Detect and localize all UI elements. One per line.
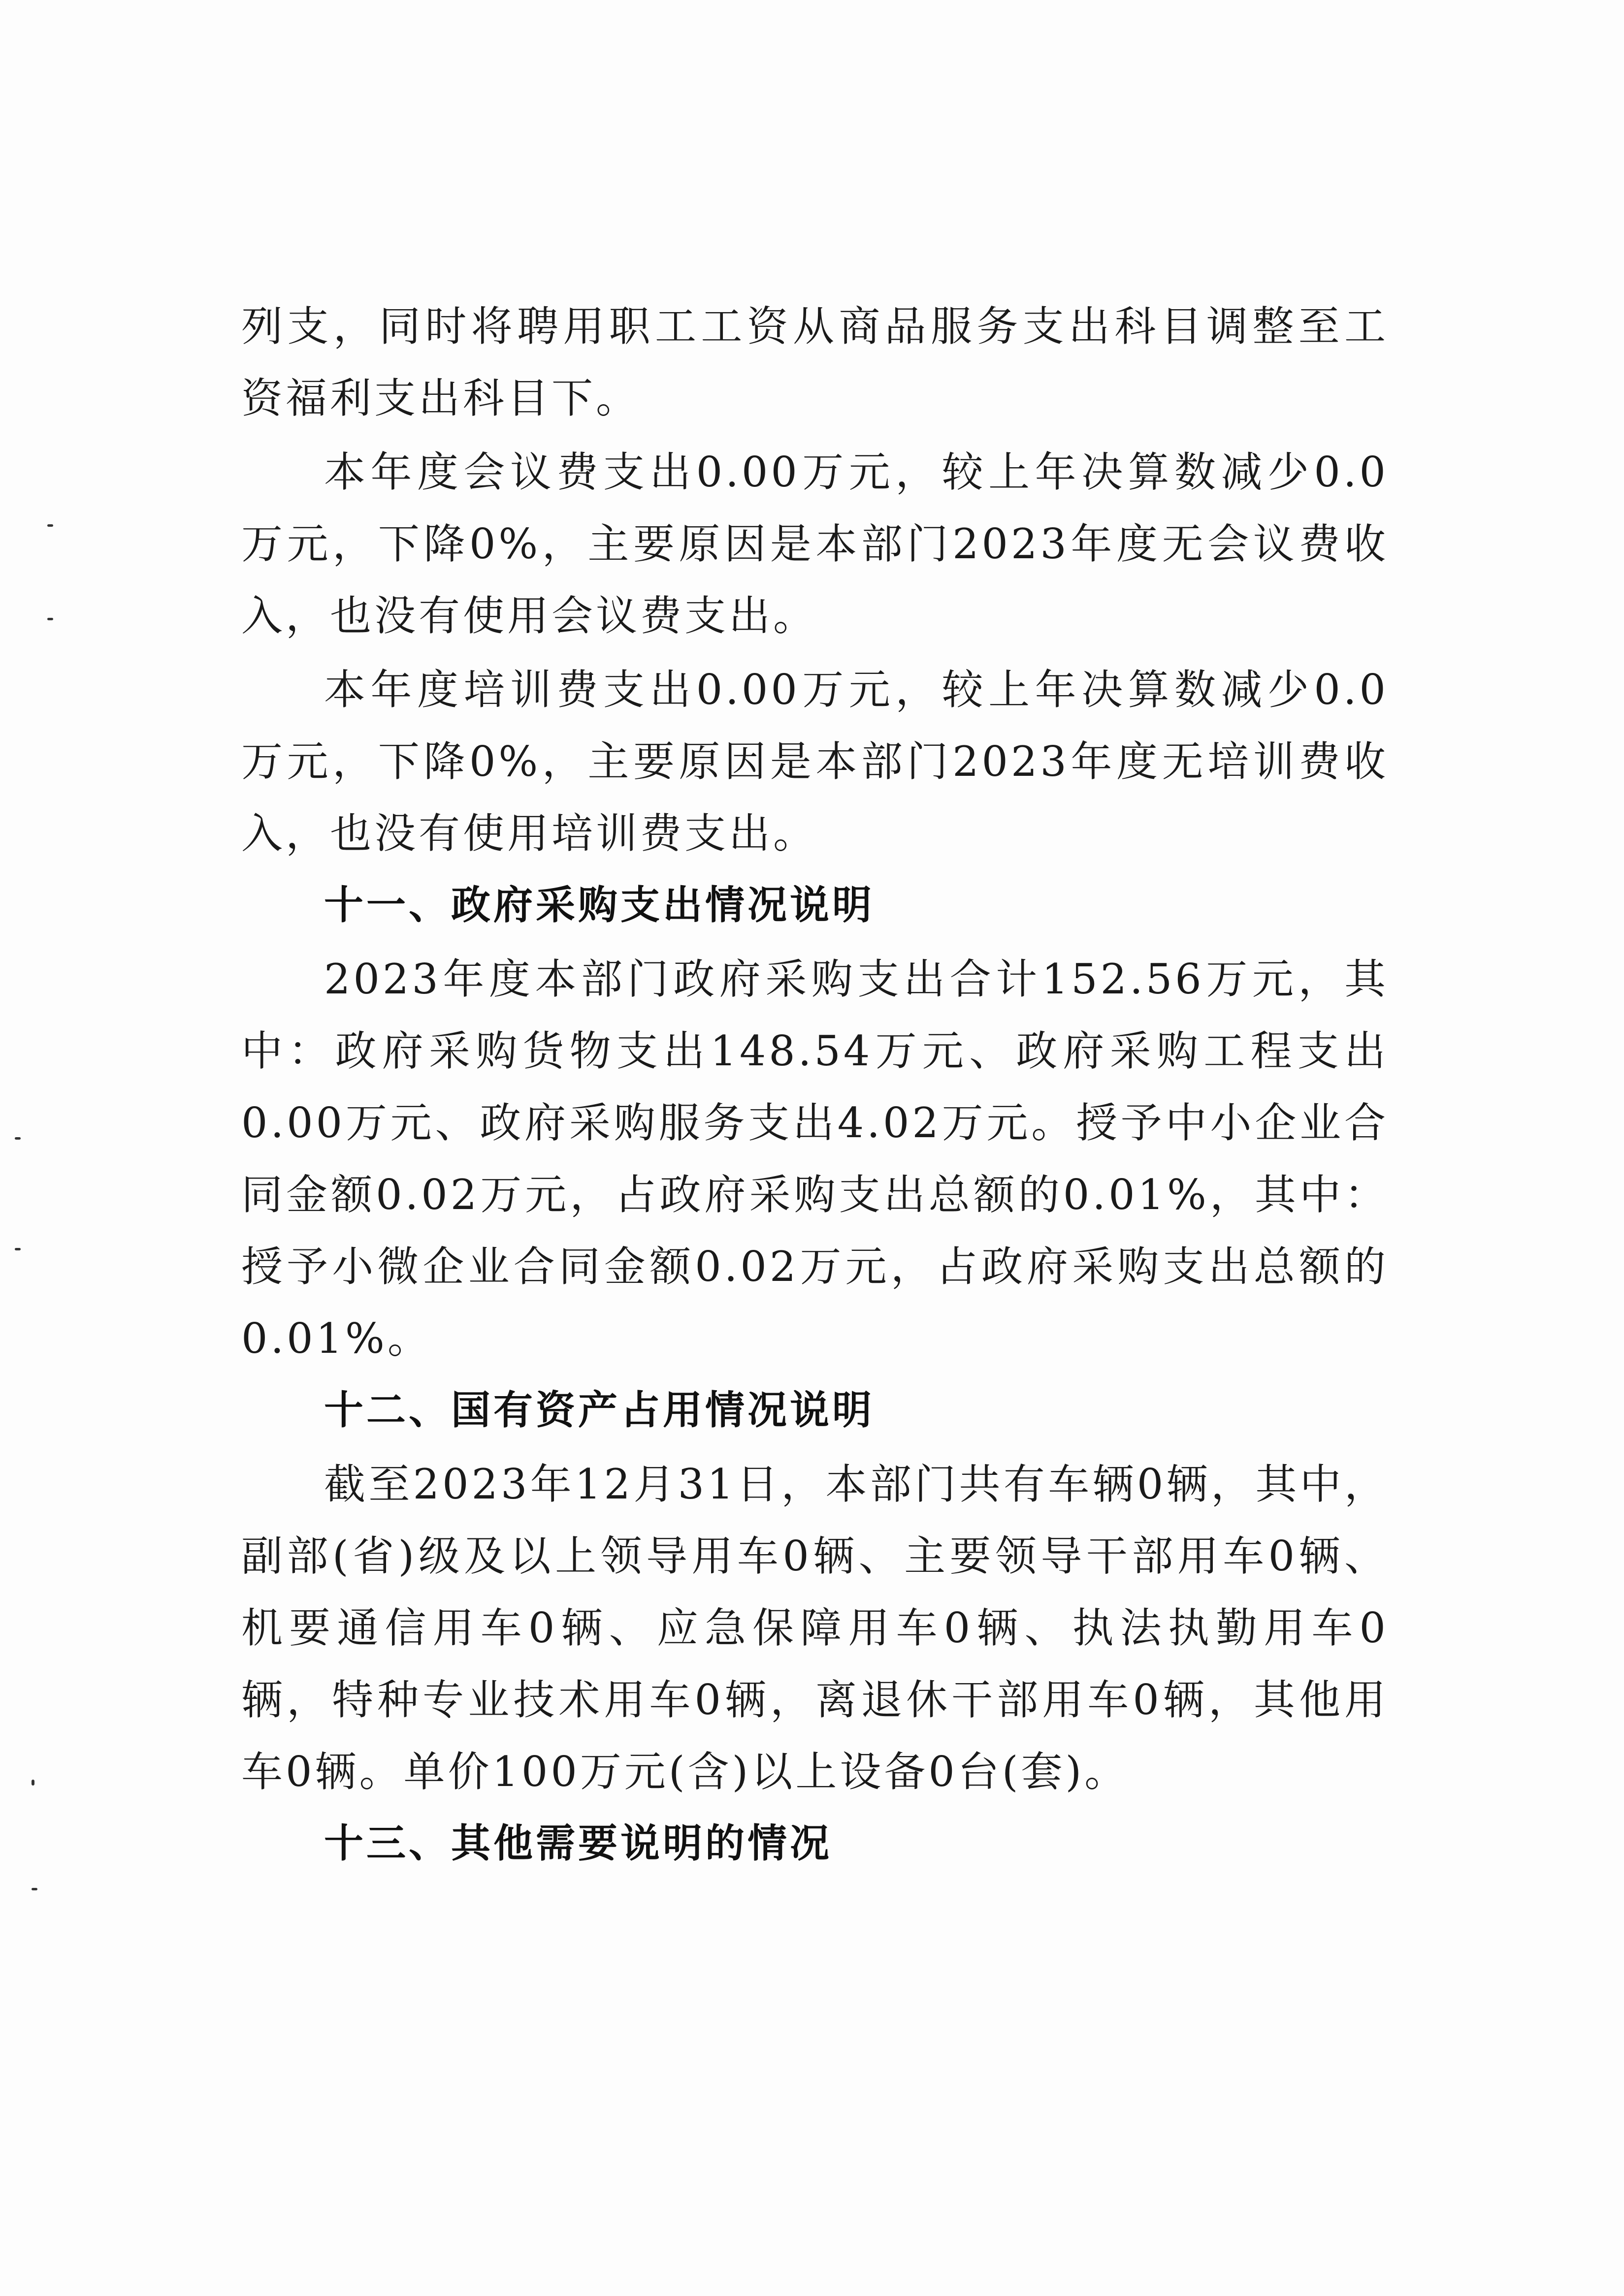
section-heading-13: 十三、其他需要说明的情况: [324, 1820, 832, 1866]
section-heading-12: 十二、国有资产占用情况说明: [324, 1387, 875, 1433]
paragraph-procurement: 2023年度本部门政府采购支出合计152.56万元，其中：政府采购货物支出148.54万元、政府采购工程支出0.00万元、政府采购服务支出4.02万元。授予中小企业合同金额0.02万元，占政府采购支出总额的0.01%，其中：授予小微企业合同金额0.02万元，占政府采购支出总额的0.01%。: [241, 955, 1389, 1363]
document-body: [241, 290, 1389, 1880]
paragraph-state-assets: 截至2023年12月31日，本部门共有车辆0辆，其中，副部(省)级及以上领导用车0辆、主要领导干部用车0辆、机要通信用车0辆、应急保障用车0辆、执法执勤用车0辆，特种专业技术用车0辆，离退休干部用车0辆，其他用车0辆。单价100万元(含)以上设备0台(套)。: [241, 1460, 1389, 1796]
scan-speck: [32, 1888, 37, 1890]
section-heading-11: 十一、政府采购支出情况说明: [324, 882, 875, 928]
scan-speck: [47, 618, 53, 620]
paragraph-training-fees: 本年度培训费支出0.00万元，较上年决算数减少0.0万元，下降0%，主要原因是本部门2023年度无培训费收入，也没有使用培训费支出。: [241, 666, 1389, 858]
scan-speck: [32, 1780, 34, 1786]
scan-speck: [15, 1248, 21, 1250]
paragraph-meeting-fees: 本年度会议费支出0.00万元，较上年决算数减少0.0万元，下降0%，主要原因是本部门2023年度无会议费收入，也没有使用会议费支出。: [241, 448, 1389, 640]
paragraph-continuation: 列支，同时将聘用职工工资从商品服务支出科目调整至工资福利支出科目下。: [241, 302, 1389, 422]
scan-speck: [47, 524, 53, 527]
scan-speck: [15, 1137, 21, 1140]
